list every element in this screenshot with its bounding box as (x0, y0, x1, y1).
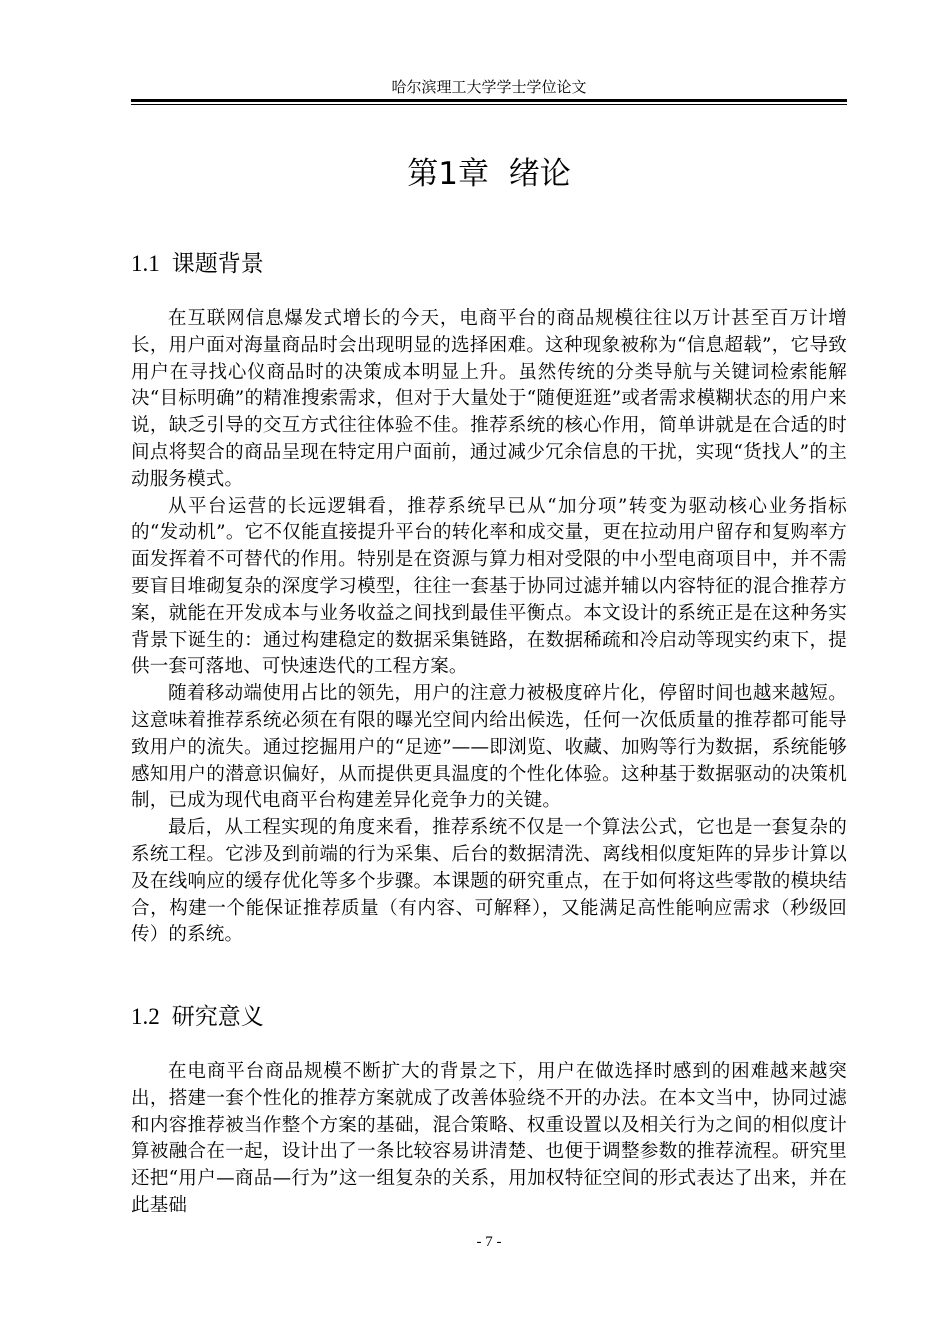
section-heading-1-2 (131, 1001, 264, 1033)
paragraph: 在电商平台商品规模不断扩大的背景之下，用户在做选择时感到的困难越来越突出，搭建一套个性化的推荐方案就成了改善体验绕不开的办法。在本文当中，协同过滤和内容推荐被当作整个方案的基础，混合策略、权重设置以及相关行为之间的相似度计算被融合在一起，设计出了一条比较容易讲清楚、也便于调整参数的推荐流程。研究里还把“用户—商品—行为”这一组复杂的关系，用加权特征空间的形式表达了出来，并在此基础 (131, 1061, 847, 1216)
paragraph: 在互联网信息爆发式增长的今天，电商平台的商品规模往往以万计甚至百万计增长，用户面对海量商品时会出现明显的选择困难。这种现象被称为“信息超载”，它导致用户在寻找心仪商品时的决策成本明显上升。虽然传统的分类导航与关键词检索能解决“目标明确”的精准搜索需求，但对于大量处于“随便逛逛”或者需求模糊状态的用户来说，缺乏引导的交互方式往往体验不佳。推荐系统的核心作用，简单讲就是在合适的时间点将契合的商品呈现在特定用户面前，通过减少冗余信息的干扰，实现“货找人”的主动服务模式。 (131, 308, 847, 490)
section-title: 课题背景 (171, 251, 264, 277)
section-number: 1.2 (131, 1004, 160, 1029)
section-number: 1.1 (131, 251, 160, 276)
section-title: 研究意义 (171, 1004, 264, 1030)
header-rule (131, 99, 847, 102)
section-body-1-1 (131, 306, 847, 949)
page-number: - 7 - (476, 1234, 502, 1250)
header-rule-thin (131, 104, 847, 105)
paragraph: 最后，从工程实现的角度来看，推荐系统不仅是一个算法公式，它也是一套复杂的系统工程。它涉及到前端的行为采集、后台的数据清洗、离线相似度矩阵的异步计算以及在线响应的缓存优化等多个步骤。本课题的研究重点，在于如何将这些零散的模块结合，构建一个能保证推荐质量（有内容、可解释），又能满足高性能响应需求（秒级回传）的系统。 (131, 817, 847, 946)
chapter-title: 第1章 绪论 (407, 156, 571, 192)
section-body-1-2 (131, 1059, 847, 1220)
paragraph: 随着移动端使用占比的领先，用户的注意力被极度碎片化，停留时间也越来越短。这意味着推荐系统必须在有限的曝光空间内给出候选，任何一次低质量的推荐都可能导致用户的流失。通过挖掘用户的“足迹”——即浏览、收藏、加购等行为数据，系统能够感知用户的潜意识偏好，从而提供更具温度的个性化体验。这种基于数据驱动的决策机制，已成为现代电商平台构建差异化竞争力的关键。 (131, 683, 847, 812)
section-heading-1-1 (131, 248, 264, 280)
running-header: 哈尔滨理工大学学士学位论文 (391, 78, 587, 96)
paragraph: 从平台运营的长远逻辑看，推荐系统早已从“加分项”转变为驱动核心业务指标的“发动机”。它不仅能直接提升平台的转化率和成交量，更在拉动用户留存和复购率方面发挥着不可替代的作用。特别是在资源与算力相对受限的中小型电商项目中，并不需要盲目堆砌复杂的深度学习模型，往往一套基于协同过滤并辅以内容特征的混合推荐方案，就能在开发成本与业务收益之间找到最佳平衡点。本文设计的系统正是在这种务实背景下诞生的：通过构建稳定的数据采集链路，在数据稀疏和冷启动等现实约束下，提供一套可落地、可快速迭代的工程方案。 (131, 495, 848, 678)
